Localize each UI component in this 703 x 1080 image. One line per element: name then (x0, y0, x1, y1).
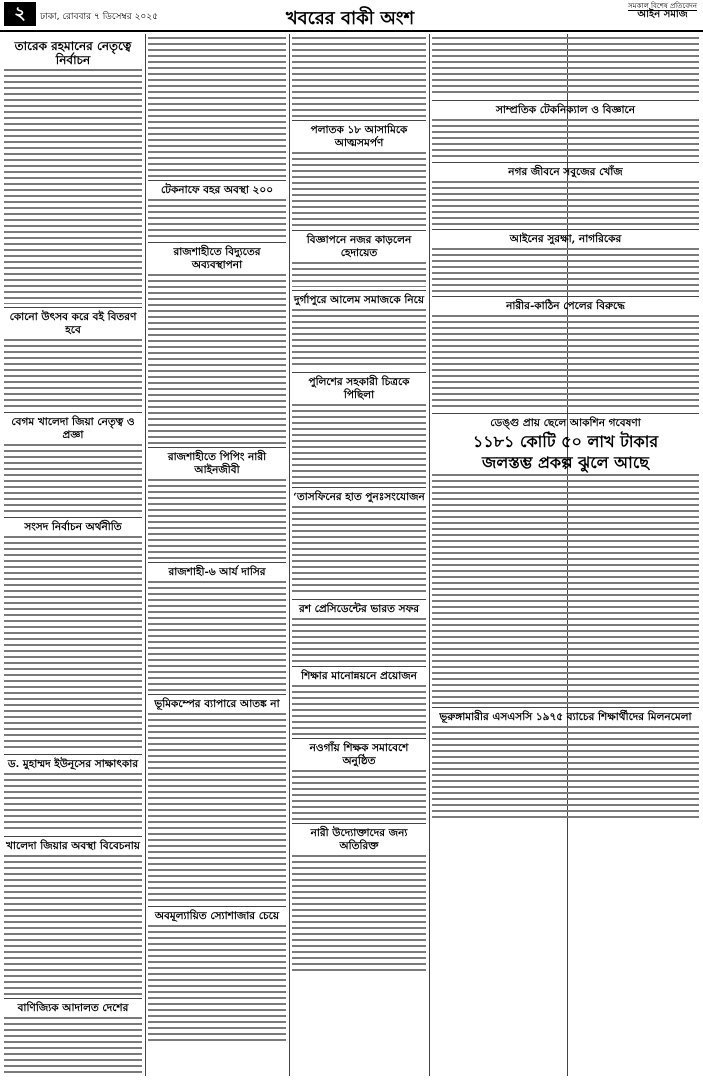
headline: রাজশাহীতে পিপিং নারী আইনজীবী (167, 451, 267, 476)
article-body (148, 925, 286, 1045)
article-body (432, 181, 699, 226)
headline: ভূমিকম্পের ব্যাপারে আতঙ্ক না (154, 698, 280, 710)
article-body (292, 152, 426, 227)
article-body (292, 262, 426, 287)
article-body (292, 404, 426, 484)
article-body (432, 315, 699, 410)
article-body (292, 855, 426, 975)
article-body (432, 248, 699, 293)
article-body (4, 69, 142, 304)
article-body (148, 199, 286, 239)
headline: বাণিজ্যিক আদালত দেশের (17, 1002, 129, 1014)
article-body (4, 536, 142, 751)
article-body (4, 444, 142, 514)
headline: ভূরুঙ্গামারীর এসএসসি ১৯৭৫ ব্যাচের শিক্ষার্থীদের মিলনমেলা (439, 711, 692, 723)
article-body (4, 773, 142, 833)
headline: পুলিশের সহকারী চিত্রকে পিছিলা (308, 376, 410, 401)
masthead (0, 0, 703, 32)
headline: খালেদা জিয়ার অবস্থা বিবেচনায় (6, 840, 140, 852)
headline: বেগম খালেদা জিয়া নেতৃত্ব ও প্রজ্ঞা (11, 416, 135, 441)
headline: শিক্ষার মানোন্নয়নে প্রয়োজন (301, 670, 417, 682)
article-body (4, 855, 142, 995)
article-body (4, 339, 142, 409)
headline: পলাতক ১৮ আসামিকে আত্মসমর্পণ (310, 124, 408, 149)
article-body (148, 37, 286, 177)
right-tag-label: আইন সমাজ (628, 10, 697, 19)
headline: দুর্গাপুরে আলেম সমাজকে নিয়ে (293, 294, 425, 306)
headline: ‘তাসফিনের হাত পুনঃসংযোজন (293, 491, 425, 503)
headline: সংসদ নির্বাচন অর্থনীতি (24, 521, 122, 533)
right-section-tag (628, 2, 697, 19)
column-divider (429, 34, 430, 1076)
article-body (148, 581, 286, 691)
column-1 (4, 36, 142, 1076)
column-divider (289, 34, 290, 1076)
page-number: ২ (4, 2, 36, 26)
headline-large: জলস্তম্ভ প্রকল্প ঝুলে আছে (482, 453, 649, 472)
headline: রশ প্রেসিডেন্টের ভারত সফর (298, 603, 420, 615)
headline: নওগাঁয় শিক্ষক সমাবেশে অনুষ্ঠিত (309, 742, 409, 767)
column-4-5 (432, 36, 699, 1076)
article-body (4, 1017, 142, 1076)
article-body (432, 474, 699, 704)
headline: নারী উদ্যোক্তাদের জন্য অতিরিক্ত (310, 827, 408, 852)
headline: রাজশাহী-৬ আর্য দাসির (168, 566, 266, 578)
headline-large: ১১৮১ কোটি ৫০ লাখ টাকার (472, 432, 659, 451)
right-tag-top: সমকাল বিশেষ প্রতিবেদন (628, 2, 697, 10)
article-body (148, 713, 286, 903)
headline: কোনো উৎসব করে বই বিতরণ হবে (9, 311, 137, 336)
article-body (148, 479, 286, 559)
article-body (148, 274, 286, 444)
headline: সাম্প্রতিক টেকনিক্যাল ও বিজ্ঞানে (495, 104, 636, 116)
headline: নারীর-কাঠিন পেলের বিরুদ্ধে (506, 300, 625, 312)
headline: বিজ্ঞাপনে নজর কাড়লেন হেদায়েত (306, 234, 412, 259)
article-body (292, 770, 426, 820)
article-body (292, 685, 426, 735)
headline: তারেক রহমানের নেতৃত্বে নির্বাচন (14, 39, 132, 67)
headline: রাজশাহীতে বিদ্যুতের অব্যবস্থাপনা (173, 246, 261, 271)
headline: টেকনাফে বহর অবস্থা ২০০ (160, 184, 274, 196)
article-body (432, 37, 699, 97)
section-title: খবরের বাকী অংশ (285, 8, 415, 29)
article-body (432, 119, 699, 159)
headline: আইনের সুরক্ষা, নাগরিকের (509, 233, 622, 245)
column-3 (292, 36, 426, 1076)
date-line: ঢাকা, রোববার ৭ ডিসেম্বর ২০২৫ (40, 12, 158, 22)
article-body (292, 37, 426, 117)
headline: অবমূল্যায়িত স্যোশাজার চেয়ে (154, 910, 280, 922)
article-body (292, 309, 426, 369)
article-body (292, 506, 426, 596)
article-body (292, 618, 426, 663)
headline: ড. মুহাম্মদ ইউনূসের সাক্ষাৎকার (7, 758, 139, 770)
headline: নগর জীবনে সবুজের খোঁজ (508, 166, 623, 178)
column-2 (148, 36, 286, 1076)
article-body (432, 726, 699, 821)
headline: ডেঙ্গু প্রায় ছেলে আকশিন গবেষণা (490, 417, 641, 429)
column-divider (145, 34, 146, 1076)
